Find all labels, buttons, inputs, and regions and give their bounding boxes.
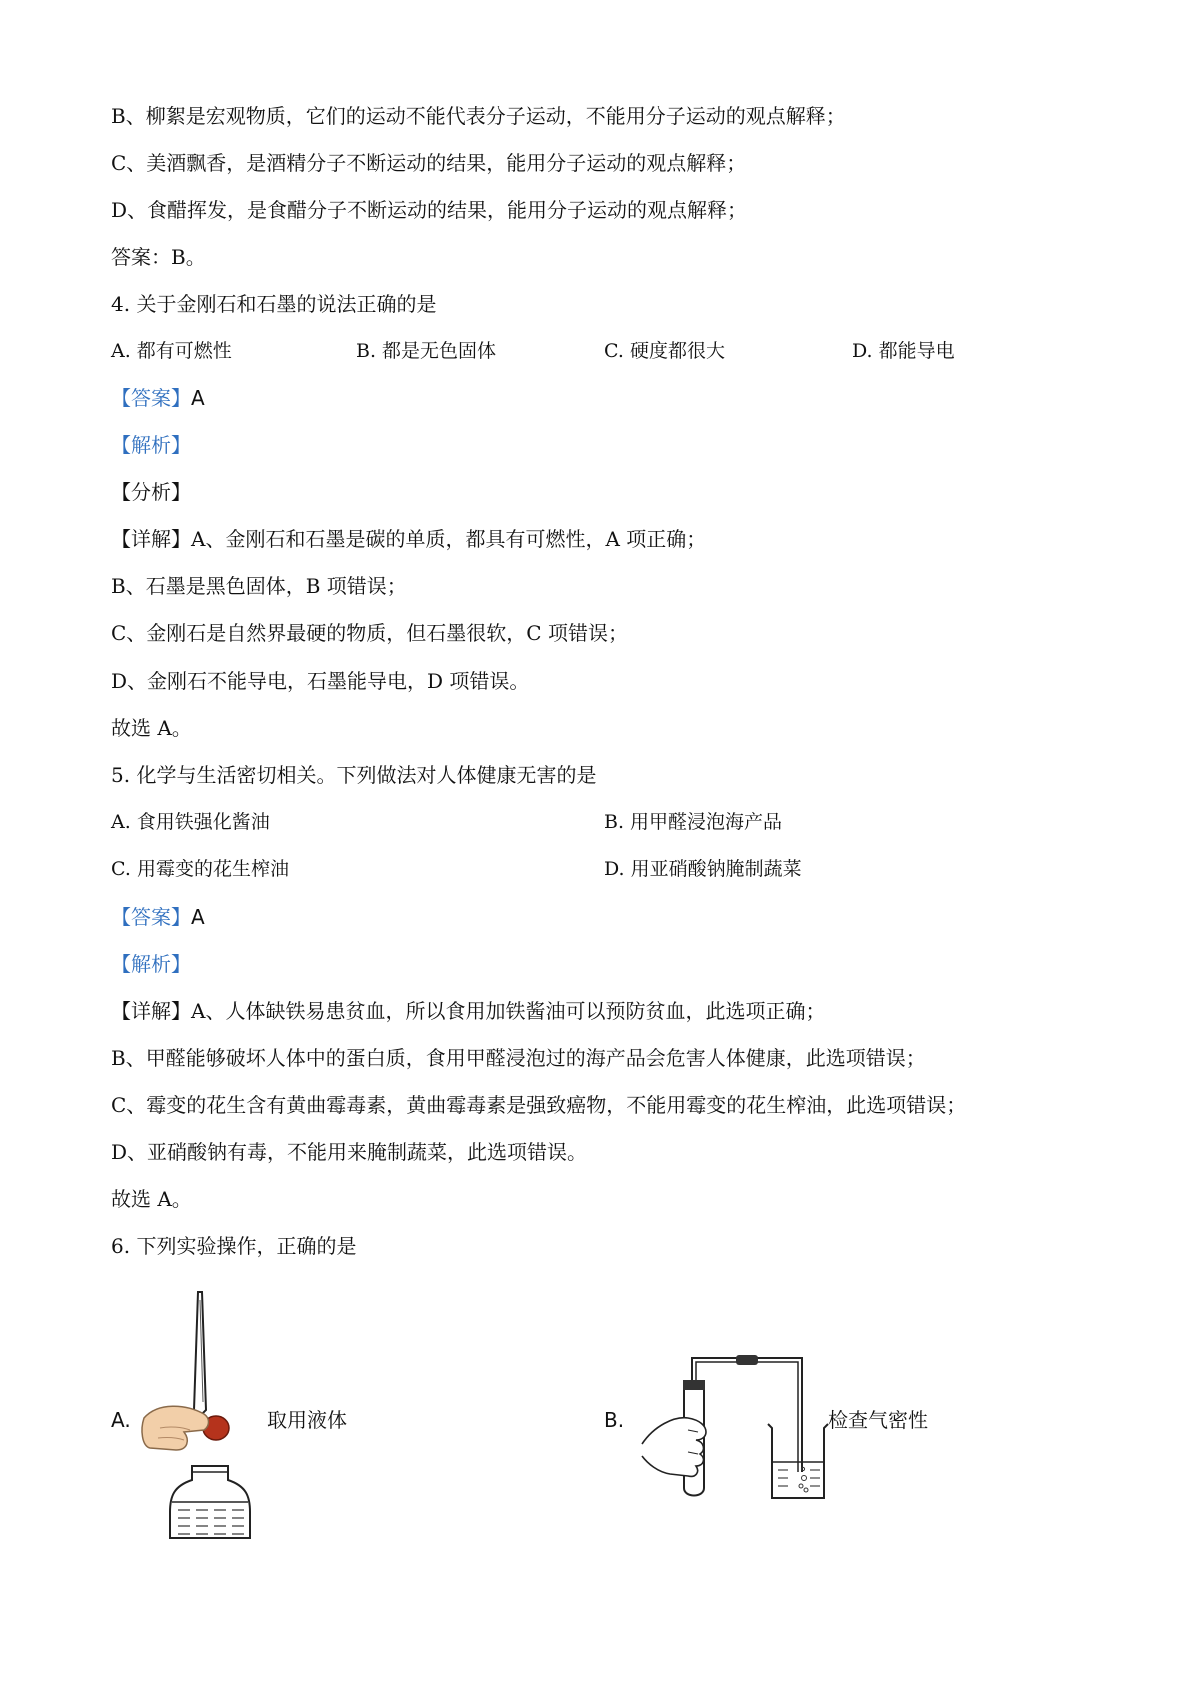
q5-detail-a: 【详解】A、人体缺铁易患贫血，所以食用加铁酱油可以预防贫血，此选项正确；	[111, 999, 826, 1023]
q5-option-b: B. 用甲醛浸泡海产品	[604, 811, 783, 833]
q6-stem: 6. 下列实验操作，正确的是	[111, 1234, 357, 1258]
dropper-and-bottle-illustration	[140, 1290, 260, 1540]
q4-answer-tag: 【答案】	[111, 386, 191, 410]
hand	[142, 1406, 209, 1450]
q4-analysis-tag: 【解析】	[111, 433, 191, 457]
q6-option-b-caption: 检查气密性	[828, 1408, 928, 1432]
q4-detail-c: C、金刚石是自然界最硬的物质，但石墨很软，C 项错误；	[111, 621, 628, 645]
q5-answer-tag: 【答案】	[111, 905, 191, 929]
q4-option-a: A. 都有可燃性	[111, 340, 232, 362]
q5-answer-value: A	[191, 905, 205, 929]
q5-choose: 故选 A。	[111, 1187, 192, 1211]
q5-option-c: C. 用霉变的花生榨油	[111, 858, 289, 880]
hand	[642, 1418, 706, 1477]
q4-answer-line	[111, 384, 205, 412]
q3-option-d-explanation: D、食醋挥发，是食醋分子不断运动的结果，能用分子运动的观点解释；	[111, 198, 748, 222]
q5-option-d: D. 用亚硝酸钠腌制蔬菜	[604, 858, 802, 880]
airtightness-check-illustration	[640, 1352, 830, 1502]
q4-stem: 4. 关于金刚石和石墨的说法正确的是	[111, 292, 437, 316]
q4-answer-value: A	[191, 386, 205, 410]
q5-option-a: A. 食用铁强化酱油	[111, 811, 270, 833]
q5-answer-line	[111, 903, 205, 931]
q3-option-b-explanation: B、柳絮是宏观物质，它们的运动不能代表分子运动，不能用分子运动的观点解释；	[111, 104, 846, 128]
q4-option-d: D. 都能导电	[852, 340, 955, 362]
q4-detail-b: B、石墨是黑色固体，B 项错误；	[111, 574, 407, 598]
q5-detail-b: B、甲醛能够破坏人体中的蛋白质，食用甲醛浸泡过的海产品会危害人体健康，此选项错误；	[111, 1046, 926, 1070]
q5-detail-d: D、亚硝酸钠有毒，不能用来腌制蔬菜，此选项错误。	[111, 1140, 588, 1164]
q4-option-c: C. 硬度都很大	[604, 340, 725, 362]
rubber-stopper	[683, 1380, 705, 1390]
q5-stem: 5. 化学与生活密切相关。下列做法对人体健康无害的是	[111, 763, 597, 787]
q5-analysis-tag: 【解析】	[111, 952, 191, 976]
rubber-connector	[736, 1355, 758, 1365]
delivery-tube	[692, 1358, 802, 1472]
q4-fenxi-heading: 【分析】	[111, 480, 191, 504]
q4-choose: 故选 A。	[111, 716, 192, 740]
q6-option-a-label: A.	[111, 1408, 131, 1432]
q4-detail-a: 【详解】A、金刚石和石墨是碳的单质，都具有可燃性，A 项正确；	[111, 527, 707, 551]
q3-option-c-explanation: C、美酒飘香，是酒精分子不断运动的结果，能用分子运动的观点解释；	[111, 151, 747, 175]
q4-option-b: B. 都是无色固体	[356, 340, 497, 362]
q4-detail-d: D、金刚石不能导电，石墨能导电，D 项错误。	[111, 669, 530, 693]
q5-analysis-heading	[111, 950, 191, 978]
q6-option-b-label: B.	[604, 1408, 625, 1432]
q3-answer: 答案：B。	[111, 245, 206, 269]
q5-detail-c: C、霉变的花生含有黄曲霉毒素，黄曲霉毒素是强致癌物，不能用霉变的花生榨油，此选项错误；	[111, 1093, 967, 1117]
q4-analysis-heading	[111, 431, 191, 459]
q6-option-a-caption: 取用液体	[267, 1408, 347, 1432]
